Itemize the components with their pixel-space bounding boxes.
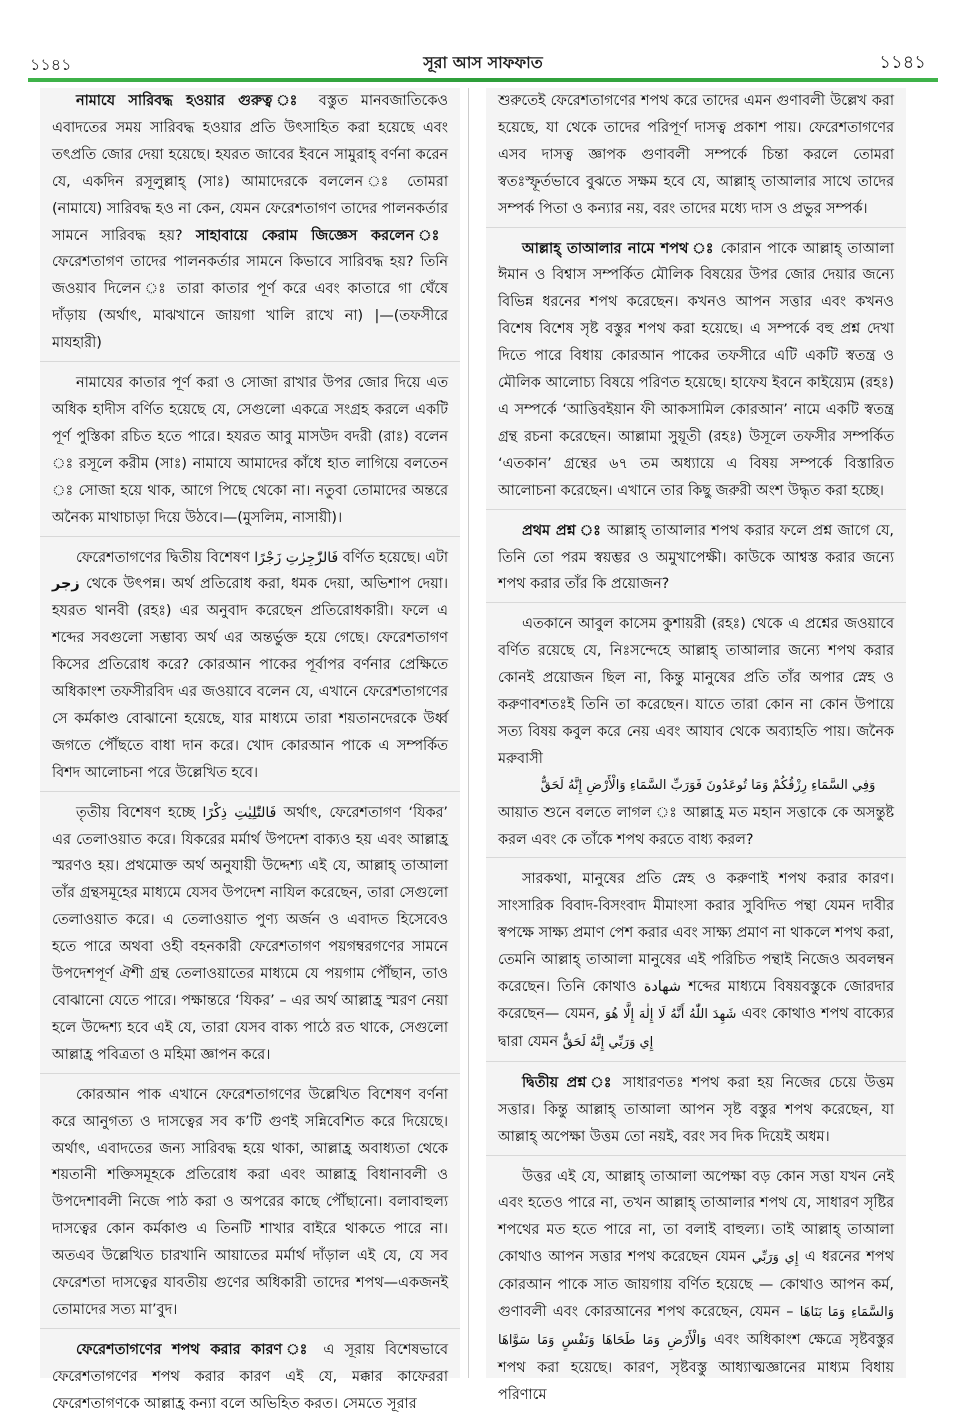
text: এবং অধিকাংশ ক্ষেত্রে সৃষ্টবস্তুর শপথ করা হয়েছে। কারণ, সৃষ্টবস্তু আধ্যাত্মজ্ঞানের মাধ্যম বিধায় পরিণামে: [498, 1331, 895, 1403]
text: শুরুতেই ফেরেশতাগণের শপথ করে তাদের এমন গুণাবলী উল্লেখ করা হয়েছে, যা থেকে তাদের পরিপূর্ণ দাসত্ব প্রকাশ পায়। ফেরেশতাগণের এসব দাসত্ব জ্ঞাপক গুণাবলী সম্পর্কে চিন্তা করলে তোমরা স্বতঃস্ফূর্তভাবে বুঝতে সক্ষম হবে যে, আল্লাহ্ তাআলার সাথে তাদের সম্পর্ক পিতা ও কন্যার নয়, বরং তাদের মধ্যে দাস ও প্রভুর সম্পর্ক।: [498, 93, 894, 217]
column-divider: [468, 88, 469, 1378]
text: উত্তর এই যে, আল্লাহ্ তাআলা অপেক্ষা বড় কোন সত্তা যখন নেই এবং হতেও পারে না, তখন আল্লাহ্ তাআলার শপথ যে, সাধারণ সৃষ্টির শপথের মত হতে পারে না, তা বলাই বাহুল্য। তাই আল্লাহ্ তাআলা কোথাও আপন সত্তার শপথ করেছেন যেমন: [498, 1168, 894, 1266]
heading-oath-reason: ফেরেশতাগণের শপথ করার কারণ ঃ: [76, 1341, 313, 1358]
arabic-verse-rizq: وَفِي السَّمَاءِ رِزْقُكُمْ وَمَا تُوعَدُونَ فَوَرَبِّ السَّمَاءِ وَالْأَرْضِ إِنَّهُ لَحَقٌّ: [540, 777, 876, 793]
header-rule: [28, 78, 938, 82]
text: সারকথা, মানুষের প্রতি স্নেহ ও করুণাই শপথ করার কারণ। সাংসারিক বিবাদ-বিসংবাদ মীমাংসা করার সুবিদিত পন্থা যেমন দাবীর স্বপক্ষে সাক্ষ্য প্রমাণ পেশ করার এবং সাক্ষ্য প্রমাণ না থাকলে শপথ করা, তেমনি আল্লাহ্ তাআলা মানুষের এই পরিচিত পন্থাই নিজেও অবলম্বন করেছেন। তিনি কোথাও: [498, 871, 894, 996]
left-column: [40, 88, 460, 1412]
paragraph-itqan-answer: [486, 611, 906, 858]
heading-first-question: প্রথম প্রশ্ন ঃ: [522, 522, 602, 539]
text: সাধারণতঃ শপথ করা হয় নিজের চেয়ে উত্তম সত্তার। কিন্তু আল্লাহ্ তাআলা আপন সৃষ্ট বস্তুর শপথ করেছেন, যা আল্লাহ্ অপেক্ষা উত্তম তো নয়ই, বরং সব দিক দিয়েই অধম।: [498, 1074, 894, 1145]
text: আয়াত শুনে বলতে লাগল ঃ আল্লাহ্র মত মহান সত্তাকে কে অসন্তুষ্ট করল এবং কে তাঁকে শপথ করতে বাধ্য করল?: [498, 804, 894, 848]
paragraph-answer: [486, 1164, 906, 1413]
surah-title: সূরা আস সাফফাত: [423, 53, 543, 72]
heading-second-question: দ্বিতীয় প্রশ্ন ঃ: [522, 1074, 615, 1091]
arabic-shahada: شهادة: [643, 979, 681, 996]
paragraph-continuation: [486, 88, 906, 228]
arabic-iwarabbi-short: إِي وَرَبِّي: [751, 1250, 799, 1266]
arabic-samaa: وَالسَّمَاءِ وَمَا بَنَاهَا: [799, 1305, 895, 1321]
text: এ সূরায় বিশেষভাবে ফেরেশতাগণের শপথ করার কারণ এই যে, মক্কার কাফেররা ফেরেশতাগণকে আল্লাহ্র কন্যা বলে অভিহিত করত। সেমতে সূরার: [52, 1341, 448, 1412]
text: তৃতীয় বিশেষণ হচ্ছে: [76, 804, 196, 821]
text: হযরত থানবী (রহঃ) এর অনুবাদ করেছেন প্রতিরোধকারী। ফলে এ শব্দের সবগুলো সম্ভাব্য অর্থ এর অন্তর্ভুক্ত হয়ে গেছে। ফেরেশতাগণ কিসের প্রতিরোধ করে? কোরআন পাকের পূর্বাপর বর্ণনার প্রেক্ষিতে অধিকাংশ তফসীরবিদ এর জওয়াবে বলেন যে, এখানে ফেরেশতাগণের সে কর্মকাণ্ড বোঝানো হয়েছে, যার মাধ্যমে তারা শয়তানদেরকে উর্ধ্ব জগতে পৌঁছতে বাধা দান করে। খোদ কোরআন পাকে এ সম্পর্কিত বিশদ আলোচনা পরে উল্লেখিত হবে।: [52, 603, 448, 781]
heading-allah-oath: আল্লাহ্ তাআলার নামে শপথ ঃ: [522, 240, 715, 257]
paragraph-second-attribute: [40, 545, 460, 792]
arabic-taliyaat: فَالتّٰلِيٰتِ ذِكْرًا: [202, 804, 277, 821]
paragraph-second-question: [486, 1070, 906, 1156]
right-column: [486, 88, 906, 1403]
arabic-zajiraat: فَالزّٰجِرٰتِ زَجْرًا: [254, 549, 339, 566]
paragraph-attributes-summary: [40, 1082, 460, 1329]
left-page-number: ১১৪১: [30, 55, 72, 74]
arabic-ardh: وَالْأَرْضِ وَمَا طَحَاهَا وَنَفْسٍ وَمَا سَوَّاهَا: [498, 1332, 707, 1348]
paragraph-summary: [486, 866, 906, 1061]
bold-sahaba-asked: সাহাবায়ে কেরাম জিজ্ঞেস করলেন ঃ: [195, 227, 448, 244]
text: কোরান পাকে আল্লাহ্ তাআলা ঈমান ও বিশ্বাস সম্পর্কিত মৌলিক বিষয়ের উপর জোর দেয়ার জন্যে বিভিন্ন ধরনের শপথ করেছেন। কখনও আপন সত্তার এবং কখনও বিশেষ বিশেষ সৃষ্ট বস্তুর শপথ করা হয়েছে। এ সম্পর্কে বহু প্রশ্ন দেখা দিতে পারে বিধায় কোরআন পাকের তফসীরে এটি একটি স্বতন্ত্র ও মৌলিক আলোচ্য বিষয়ে পরিণত হয়েছে। হাফেয ইবনে কাইয়্যেম (রহঃ) এ সম্পর্কে ‘আত্তিবইয়ান ফী আকসামিল কোরআন’ নামে একটি স্বতন্ত্র গ্রন্থ রচনা করেছেন। আল্লামা সুয়ূতী (রহঃ) উসূলে তফসীর সম্পর্কিত ‘এতকান’ গ্রন্থের ৬৭ তম অধ্যায়ে এ বিষয় সম্পর্কে বিস্তারিত আলোচনা করেছেন। এখানে তার কিছু জরুরী অংশ উদ্ধৃত করা হচ্ছে।: [498, 240, 895, 499]
paragraph-first-question: [486, 518, 906, 604]
right-page-number: ১১৪১: [879, 52, 926, 73]
arabic-zajr: زجر: [52, 576, 80, 593]
paragraph-oath-reason: [40, 1337, 460, 1422]
text: এ ধরনের শপথ কোরআন পাকে সাত জায়গায় বর্ণিত হয়েছে — কোথাও আপন কর্ম, গুণাবলী এবং কোরআনের শপথ করেছেন, যেমন –: [498, 1249, 895, 1321]
page-header: [0, 0, 966, 88]
text: এতকানে আবুল কাসেম কুশায়রী (রহঃ) থেকে এ প্রশ্নের জওয়াবে বর্ণিত রয়েছে যে, নিঃসন্দেহে আল্লাহ্ তাআলার জন্যে শপথ করার কোনই প্রয়োজন ছিল না, কিন্তু মানুষের প্রতি তাঁর অপার স্নেহ ও করুণাবশতঃই তিনি তা করেছেন। যাতে তারা কোন না কোন উপায়ে সত্য বিষয় কবুল করে নেয় এবং আযাব থেকে অব্যাহতি পায়। জনৈক মরুবাসী: [498, 616, 894, 767]
text: ফেরেশতাগণ তাদের পালনকর্তার সামনে কিভাবে সারিবদ্ধ হয়? তিনি জওয়াব দিলেন ঃ তারা কাতার পূর্ণ করে এবং কাতারে গা ঘেঁষে দাঁড়ায় (অর্থাৎ, মাঝখানে জায়গা খালি রাখে না) |—(তফসীরে মাযহারী): [52, 254, 448, 352]
paragraph-saf-importance: [40, 88, 460, 362]
paragraph-saf-hadith: [40, 370, 460, 536]
paragraph-third-attribute: [40, 800, 460, 1074]
text: আল্লাহ্ তাআলার শপথ করার ফলে প্রশ্ন জাগে যে, তিনি তো পরম স্বয়ম্ভর ও অমুখাপেক্ষী। কাউকে আশ্বস্ত করার জন্যে শপথ করার তাঁর কি প্রয়োজন?: [498, 522, 894, 593]
arabic-shahidallah: شَهِدَ اللّٰهُ أَنَّهُ لَا إِلٰهَ إِلَّا هُوَ: [604, 1007, 737, 1022]
text: শব্দের মাধ্যমে বিষয়বস্তুকে জোরদার করেছেন— যেমন,: [498, 979, 894, 1022]
text: অর্থাৎ, ফেরেশতাগণ ‘যিকর’ এর তেলাওয়াত করে। যিকরের মর্মার্থ উপদেশ বাক্যও হয় এবং আল্লাহ্র স্মরণও হয়। প্রথমোক্ত অর্থ অনুযায়ী উদ্দেশ্য এই যে, আল্লাহ্ তাআলা তাঁর গ্রন্থসমূহের মাধ্যমে যেসব উপদেশ নাযিল করেছেন, তারা সেগুলো তেলাওয়াত করে। এ তেলাওয়াত পুণ্য অর্জন ও এবাদত হিসেবেও হতে পারে অথবা ওহী বহনকারী ফেরেশতাগণ পয়গম্বরগণের সামনে উপদেশপূর্ণ ঐশী গ্রন্থ তেলাওয়াতের মাধ্যমে যে পয়গাম পৌঁছান, তাও বোঝানো যেতে পারে। পক্ষান্তরে ‘যিকর’ – এর অর্থ আল্লাহ্র স্মরণ নেয়া হলে উদ্দেশ্য হবে এই যে, তারা যেসব বাক্য পাঠে রত থাকে, সেগুলো আল্লাহ্র পবিত্রতা ও মহিমা জ্ঞাপন করে।: [52, 804, 449, 1063]
text: ফেরেশতাগণের দ্বিতীয় বিশেষণ: [76, 549, 250, 566]
text: থেকে উৎপন্ন। অর্থ প্রতিরোধ করা, ধমক দেয়া, অভিশাপ দেয়া।: [86, 576, 448, 593]
heading-saf-importance: নামাযে সারিবদ্ধ হওয়ার গুরুত্ব ঃ: [76, 93, 306, 109]
text: বস্তুত মানবজাতিকেও এবাদতের সময় সারিবদ্ধ হওয়ার প্রতি উৎসাহিত করা হয়েছে এবং তৎপ্রতি জোর দেয়া হয়েছে। হযরত জাবের ইবনে সামুরাহ্ বর্ণনা করেন যে, একদিন রসূলুল্লাহ্ (সাঃ) আমাদেরকে বললেন ঃ তোমরা (নামাযে) সারিবদ্ধ হও না কেন, যেমন ফেরেশতাগণ তাদের পালনকর্তার সামনে সারিবদ্ধ হয়?: [52, 93, 449, 244]
arabic-iwarabbi: إِي وَرَبِّي إِنَّهُ لَحَقٌّ: [562, 1034, 654, 1050]
paragraph-allah-oath: [486, 236, 906, 510]
text: কোরআন পাক এখানে ফেরেশতাগণের উল্লেখিত বিশেষণ বর্ণনা করে আনুগত্য ও দাসত্বের সব ক’টি গুণই সন্নিবেশিত করে দিয়েছে। অর্থাৎ, এবাদতের জন্য সারিবদ্ধ হয়ে থাকা, আল্লাহ্র অবাধ্যতা থেকে শয়তানী শক্তিসমূহকে প্রতিরোধ করা এবং আল্লাহ্র বিধানাবলী ও উপদেশাবলী নিজে পাঠ করা ও অপরের কাছে পৌঁছানো। বলাবাহুল্য দাসত্বের কোন কর্মকাণ্ড এ তিনটি শাখার বাইরে থাকতে পারে না। অতএব উল্লেখিত চারখানি আয়াতের মর্মার্থ দাঁড়াল এই যে, যে সব ফেরেশতা দাসত্বের যাবতীয় গুণের অধিকারী তাদের শপথ—একজনই তোমাদের সত্য মা’বুদ।: [52, 1086, 448, 1318]
text: এবং কোথাও শপথ বাক্যের দ্বারা যেমন: [498, 1006, 895, 1050]
text: বর্ণিত হয়েছে। এটা: [342, 549, 449, 566]
text: নামাযের কাতার পূর্ণ করা ও সোজা রাখার উপর জোর দিয়ে এত অধিক হাদীস বর্ণিত হয়েছে যে, সেগুলো একত্রে সংগ্রহ করলে একটি পূর্ণ পুস্তিকা রচিত হতে পারে। হযরত আবু মাসউদ বদরী (রাঃ) বলেন ঃ রসূলে করীম (সাঃ) নামাযে আমাদের কাঁধে হাত লাগিয়ে বলতেন ঃ সোজা হয়ে থাক, আগে পিছে থেকো না। নতুবা তোমাদের অন্তরে অনৈক্য মাথাচাড়া দিয়ে উঠবে।—(মুসলিম, নাসায়ী)।: [52, 375, 448, 526]
